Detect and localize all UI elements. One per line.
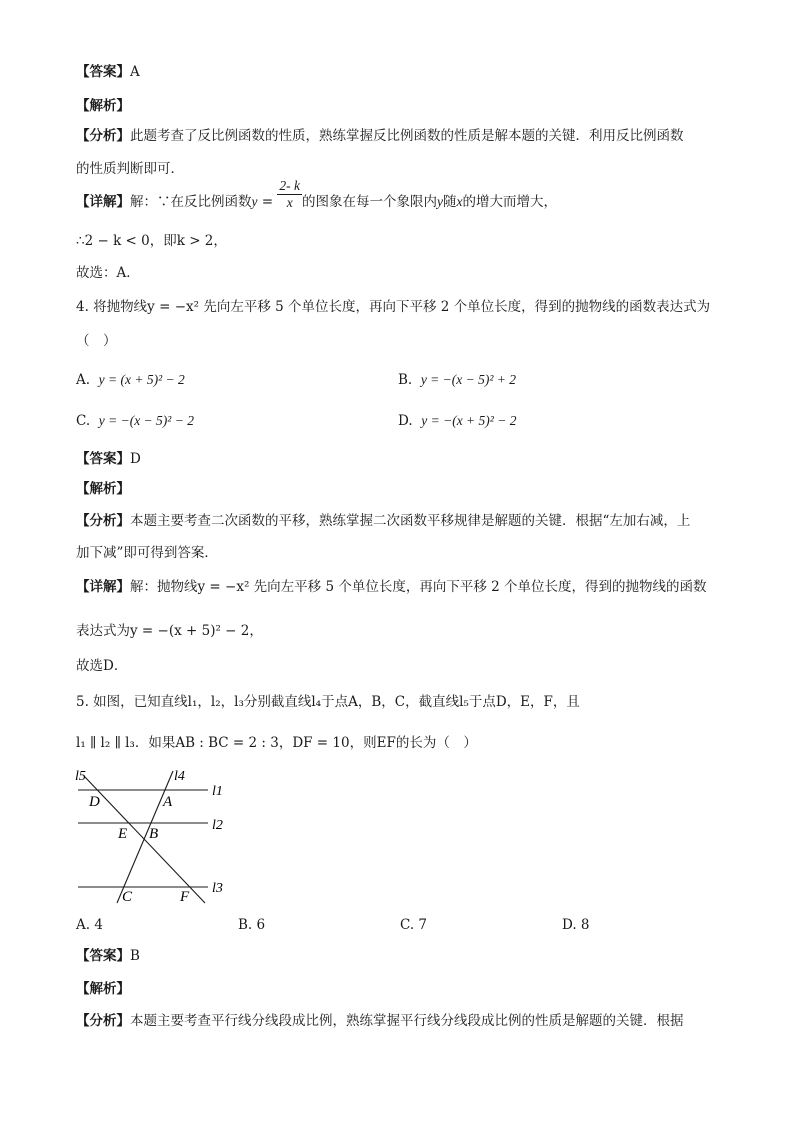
q4-option-c (76, 412, 194, 430)
q3-detail-line: 【详解】解：∵在反比例函数y = $\frac{2- k}{x}$ 的图象在每一个象限内y随x的增大而增大， (76, 178, 558, 210)
q4-option-a-text: y = (x + 5)² − 2 (98, 372, 185, 387)
point-B: B (149, 826, 159, 842)
q4-option-b-text: y = −(x − 5)² + 2 (420, 372, 517, 387)
q4-answer-line (76, 450, 141, 468)
q4-fenxi-line-2: 加下减”即可得到答案． (76, 545, 218, 561)
q3-detail-var-y: y (437, 194, 444, 209)
q4-option-c-label: C. (76, 413, 91, 429)
q3-analysis-heading: 【解析】 (76, 98, 130, 114)
q3-detail-mid-2: 随 (443, 194, 457, 210)
q3-fenxi-line-2: 的性质判断即可． (76, 161, 184, 177)
q3-frac-den: x (286, 195, 293, 210)
q3-detail-var-x: x (456, 194, 463, 209)
q4-answer-label: 【答案】 (76, 451, 130, 467)
point-D: D (89, 794, 100, 810)
q5-fenxi-label: 【分析】 (76, 1013, 130, 1029)
q5-fenxi-line-1 (76, 1012, 684, 1030)
q4-option-d-text: y = −(x + 5)² − 2 (421, 413, 517, 428)
q4-detail-text-1: 解：抛物线y = −x² 先向左平移 5 个单位长度，再向下平移 2 个单位长度，得到的抛物线的函数 (130, 579, 707, 595)
q3-detail-func-y: y (251, 194, 258, 209)
q4-option-d-label: D. (398, 413, 413, 429)
q5-option-c: C. 7 (400, 917, 428, 933)
q4-analysis-heading: 【解析】 (76, 481, 130, 497)
q4-stem-formula: y = −x² 先向左平移 5 个单位长度，再向下平移 2 个单位长度，得到的抛物线的函数表达式为 (147, 299, 711, 315)
q3-fraction (277, 178, 302, 211)
q3-detail-suffix: 的增大而增大， (462, 194, 558, 210)
label-l5: l5 (75, 769, 86, 784)
q3-answer-line (76, 63, 140, 81)
point-A: A (163, 794, 173, 810)
q4-option-b (398, 371, 516, 389)
q4-option-a-label: A. (76, 372, 91, 388)
q3-detail-mid-1: 的图象在每一个象限内 (302, 194, 438, 210)
q4-option-b-label: B. (398, 372, 413, 388)
label-l1: l1 (212, 784, 223, 799)
q4-stem-line-1 (76, 298, 710, 316)
q4-stem-line-2: （ ） (76, 333, 117, 349)
q5-stem-line-2: l₁ ∥ l₂ ∥ l₃．如果AB : BC = 2 : 3，DF = 10，则EF的长为（ ） (76, 735, 477, 751)
q3-therefore-line: ∴2 − k < 0，即k > 2， (76, 233, 227, 249)
q3-fenxi-line-1 (76, 127, 684, 145)
q3-detail-prefix: 解：∵在反比例函数 (130, 194, 252, 210)
q3-fenxi-text-1: 此题考查了反比例函数的性质，熟练掌握反比例函数的性质是解本题的关键．利用反比例函数 (130, 128, 684, 144)
q5-fenxi-text-1: 本题主要考查平行线分线段成比例，熟练掌握平行线分线段成比例的性质是解题的关键．根据 (130, 1013, 684, 1029)
q4-stem-number: 4. 将抛物线 (76, 299, 148, 315)
q4-fenxi-text-1: 本题主要考查二次函数的平移，熟练掌握二次函数平移规律是解题的关键．根据“左加右减，上 (130, 513, 691, 529)
q5-parallel-lines-figure (70, 762, 240, 908)
q4-fenxi-label: 【分析】 (76, 513, 130, 529)
q4-option-a (76, 371, 185, 389)
q5-analysis-heading: 【解析】 (76, 981, 130, 997)
q3-frac-num: 2- k (279, 178, 301, 193)
q5-answer-line (76, 947, 140, 965)
q3-fenxi-label: 【分析】 (76, 128, 130, 144)
q4-option-c-text: y = −(x − 5)² − 2 (98, 413, 194, 428)
q5-option-d: D. 8 (562, 917, 590, 933)
q4-choose-line: 故选D． (76, 658, 128, 674)
q4-option-d (398, 412, 516, 430)
q5-option-b: B. 6 (238, 917, 266, 933)
point-E: E (118, 826, 128, 842)
label-l2: l2 (212, 818, 223, 833)
q5-answer-value: B (130, 948, 140, 964)
q4-detail-line-2: 表达式为y = −(x + 5)² − 2， (76, 623, 263, 639)
q5-option-a: A. 4 (76, 917, 103, 933)
point-C: C (122, 889, 133, 905)
q3-answer-label: 【答案】 (76, 64, 130, 80)
q5-answer-label: 【答案】 (76, 948, 130, 964)
q3-choose-line: 故选：A． (76, 265, 140, 281)
q4-detail-line-1 (76, 578, 707, 596)
q3-detail-label: 【详解】 (76, 194, 130, 210)
label-l3: l3 (212, 881, 223, 896)
q4-answer-value: D (130, 451, 141, 467)
point-F: F (180, 889, 190, 905)
q5-stem-line-1: 5. 如图，已知直线l₁，l₂，l₃分别截直线l₄于点A，B，C，截直线l₅于点D，E，F，且 (76, 694, 580, 710)
q4-fenxi-line-1 (76, 512, 690, 530)
q4-detail-label: 【详解】 (76, 579, 130, 595)
q3-answer-value: A (130, 64, 140, 80)
label-l4: l4 (174, 769, 185, 784)
